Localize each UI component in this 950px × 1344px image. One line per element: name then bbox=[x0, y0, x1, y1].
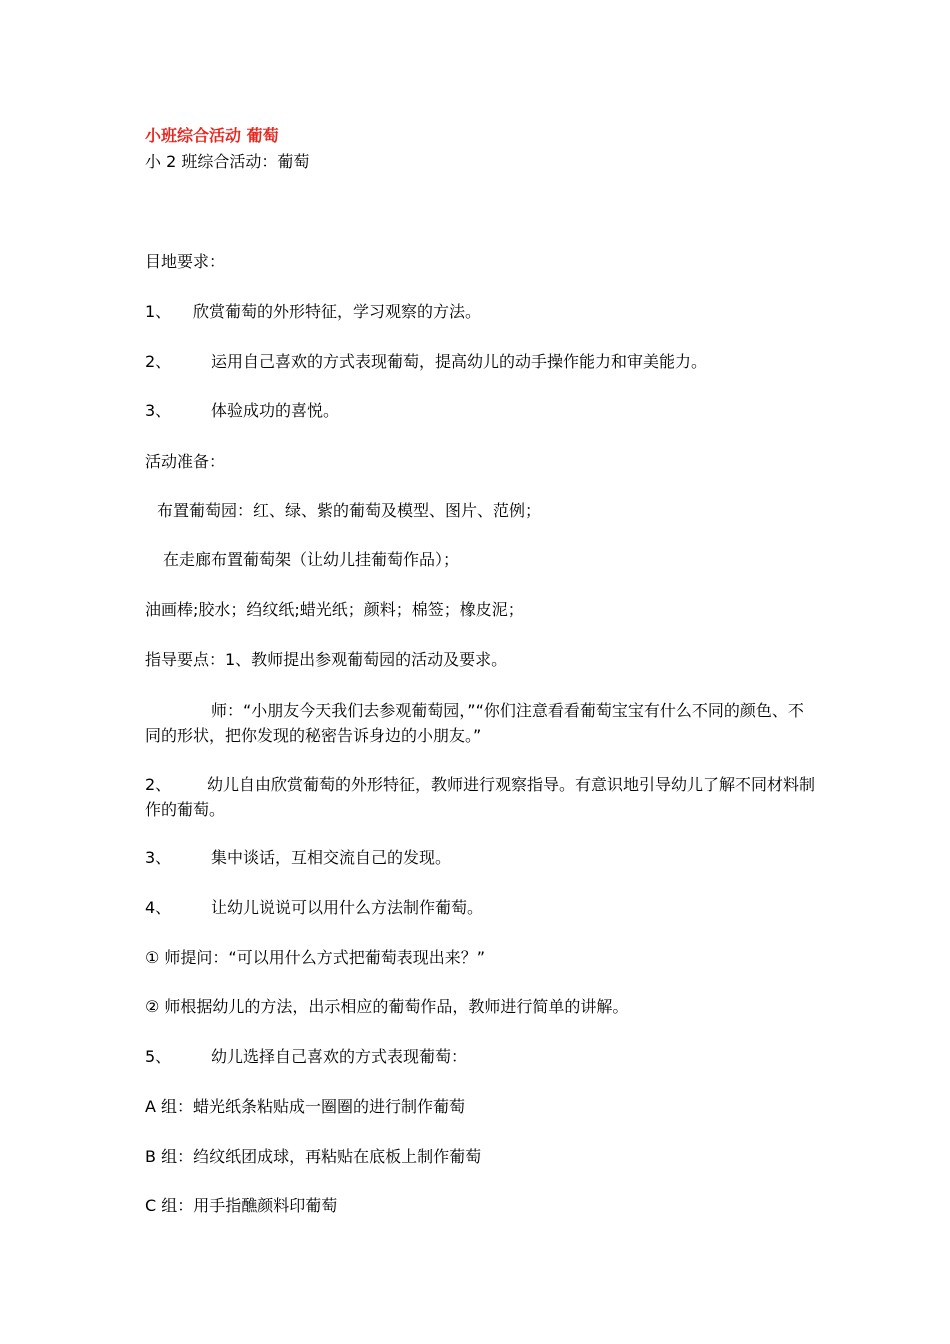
step-number: 3、 bbox=[145, 848, 172, 867]
step-item-2 bbox=[145, 772, 815, 822]
goal-text: 欣赏葡萄的外形特征，学习观察的方法。 bbox=[193, 302, 482, 321]
sub-point-2: ② 师根据幼儿的方法，出示相应的葡萄作品，教师进行简单的讲解。 bbox=[145, 997, 629, 1016]
teacher-quote: 师：“小朋友今天我们去参观葡萄园，”“你们注意看看葡萄宝宝有什么不同的颜色、不同的形状，把你发现的秘密告诉身边的小朋友。” bbox=[145, 701, 804, 745]
prep-item-3: 油画棒;胶水；绉纹纸;蜡光纸；颜料；棉签；橡皮泥； bbox=[145, 600, 524, 619]
goal-item-2 bbox=[145, 350, 707, 374]
step-text: 幼儿选择自己喜欢的方式表现葡萄： bbox=[211, 1047, 468, 1066]
document-subtitle: 小 2 班综合活动：葡萄 bbox=[145, 152, 310, 171]
prep-item-1: 布置葡萄园：红、绿、紫的葡萄及模型、图片、范例； bbox=[157, 501, 542, 520]
goal-item-1 bbox=[145, 300, 481, 324]
prep-heading: 活动准备： bbox=[145, 452, 226, 471]
sub-point-1: ① 师提问：“可以用什么方式把葡萄表现出来？” bbox=[145, 948, 486, 967]
step-text: 集中谈话，互相交流自己的发现。 bbox=[211, 848, 452, 867]
step-item-4 bbox=[145, 896, 483, 920]
goals-heading: 目地要求： bbox=[145, 252, 226, 271]
goal-text: 体验成功的喜悦。 bbox=[211, 401, 340, 420]
step-text: 幼儿自由欣赏葡萄的外形特征，教师进行观察指导。有意识地引导幼儿了解不同材料制作的葡萄。 bbox=[145, 775, 816, 819]
group-c: C 组：用手指醮颜料印葡萄 bbox=[145, 1196, 338, 1215]
step-text: 让幼儿说说可以用什么方法制作葡萄。 bbox=[211, 898, 484, 917]
step-number: 2、 bbox=[145, 775, 172, 794]
step-item-3 bbox=[145, 846, 451, 870]
goal-number: 1、 bbox=[145, 302, 172, 321]
document-title: 小班综合活动 葡萄 bbox=[145, 126, 279, 145]
group-b: B 组：绉纹纸团成球，再粘贴在底板上制作葡萄 bbox=[145, 1147, 482, 1166]
step-number: 5、 bbox=[145, 1047, 172, 1066]
goal-item-3 bbox=[145, 399, 339, 423]
prep-item-2: 在走廊布置葡萄架（让幼儿挂葡萄作品）； bbox=[163, 550, 460, 569]
guide-heading: 指导要点：1、教师提出参观葡萄园的活动及要求。 bbox=[145, 650, 508, 669]
goal-number: 3、 bbox=[145, 401, 172, 420]
group-a: A 组：蜡光纸条粘贴成一圈圈的进行制作葡萄 bbox=[145, 1097, 466, 1116]
goal-text: 运用自己喜欢的方式表现葡萄，提高幼儿的动手操作能力和审美能力。 bbox=[211, 352, 708, 371]
step-item-5 bbox=[145, 1045, 467, 1069]
step-number: 4、 bbox=[145, 898, 172, 917]
goal-number: 2、 bbox=[145, 352, 172, 371]
